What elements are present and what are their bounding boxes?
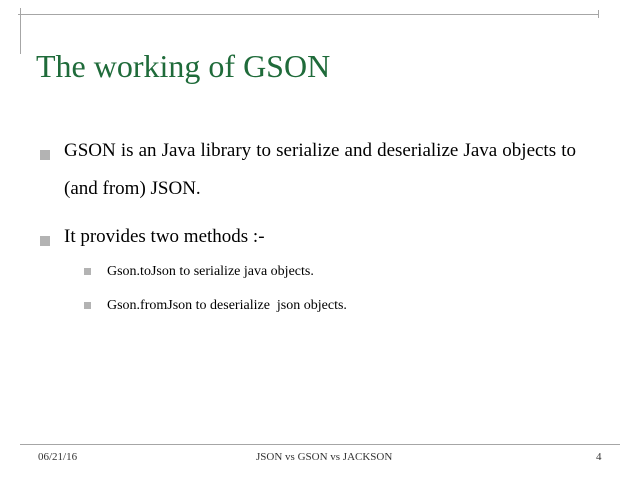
bullet-text-2: It provides two methods :- (64, 226, 265, 247)
square-bullet-icon (84, 302, 91, 309)
square-bullet-icon (84, 268, 91, 275)
footer-date: 06/21/16 (38, 451, 78, 463)
frame-top-line (18, 14, 598, 15)
bullet-item-2 (40, 228, 265, 256)
square-bullet-icon (40, 150, 50, 160)
frame-corner-line (598, 10, 599, 18)
sub-bullet-item-2 (84, 297, 347, 314)
slide-title: The working of GSON (36, 48, 331, 84)
footer-page-number: 4 (596, 451, 602, 463)
footer-title: JSON vs GSON vs JACKSON (256, 451, 393, 463)
sub-bullet-text-2: Gson.fromJson to deserialize json objects. (107, 298, 347, 313)
sub-bullet-text-1: Gson.toJson to serialize java objects. (107, 264, 314, 279)
frame-left-line (20, 8, 21, 54)
bullet-text-1: GSON is an Java library to serialize and deserialize Java objects to (and from) JSON. (64, 140, 576, 199)
square-bullet-icon (40, 236, 50, 246)
sub-bullet-item-1 (84, 263, 314, 280)
footer-divider (20, 444, 620, 445)
bullet-item-1 (40, 142, 576, 208)
